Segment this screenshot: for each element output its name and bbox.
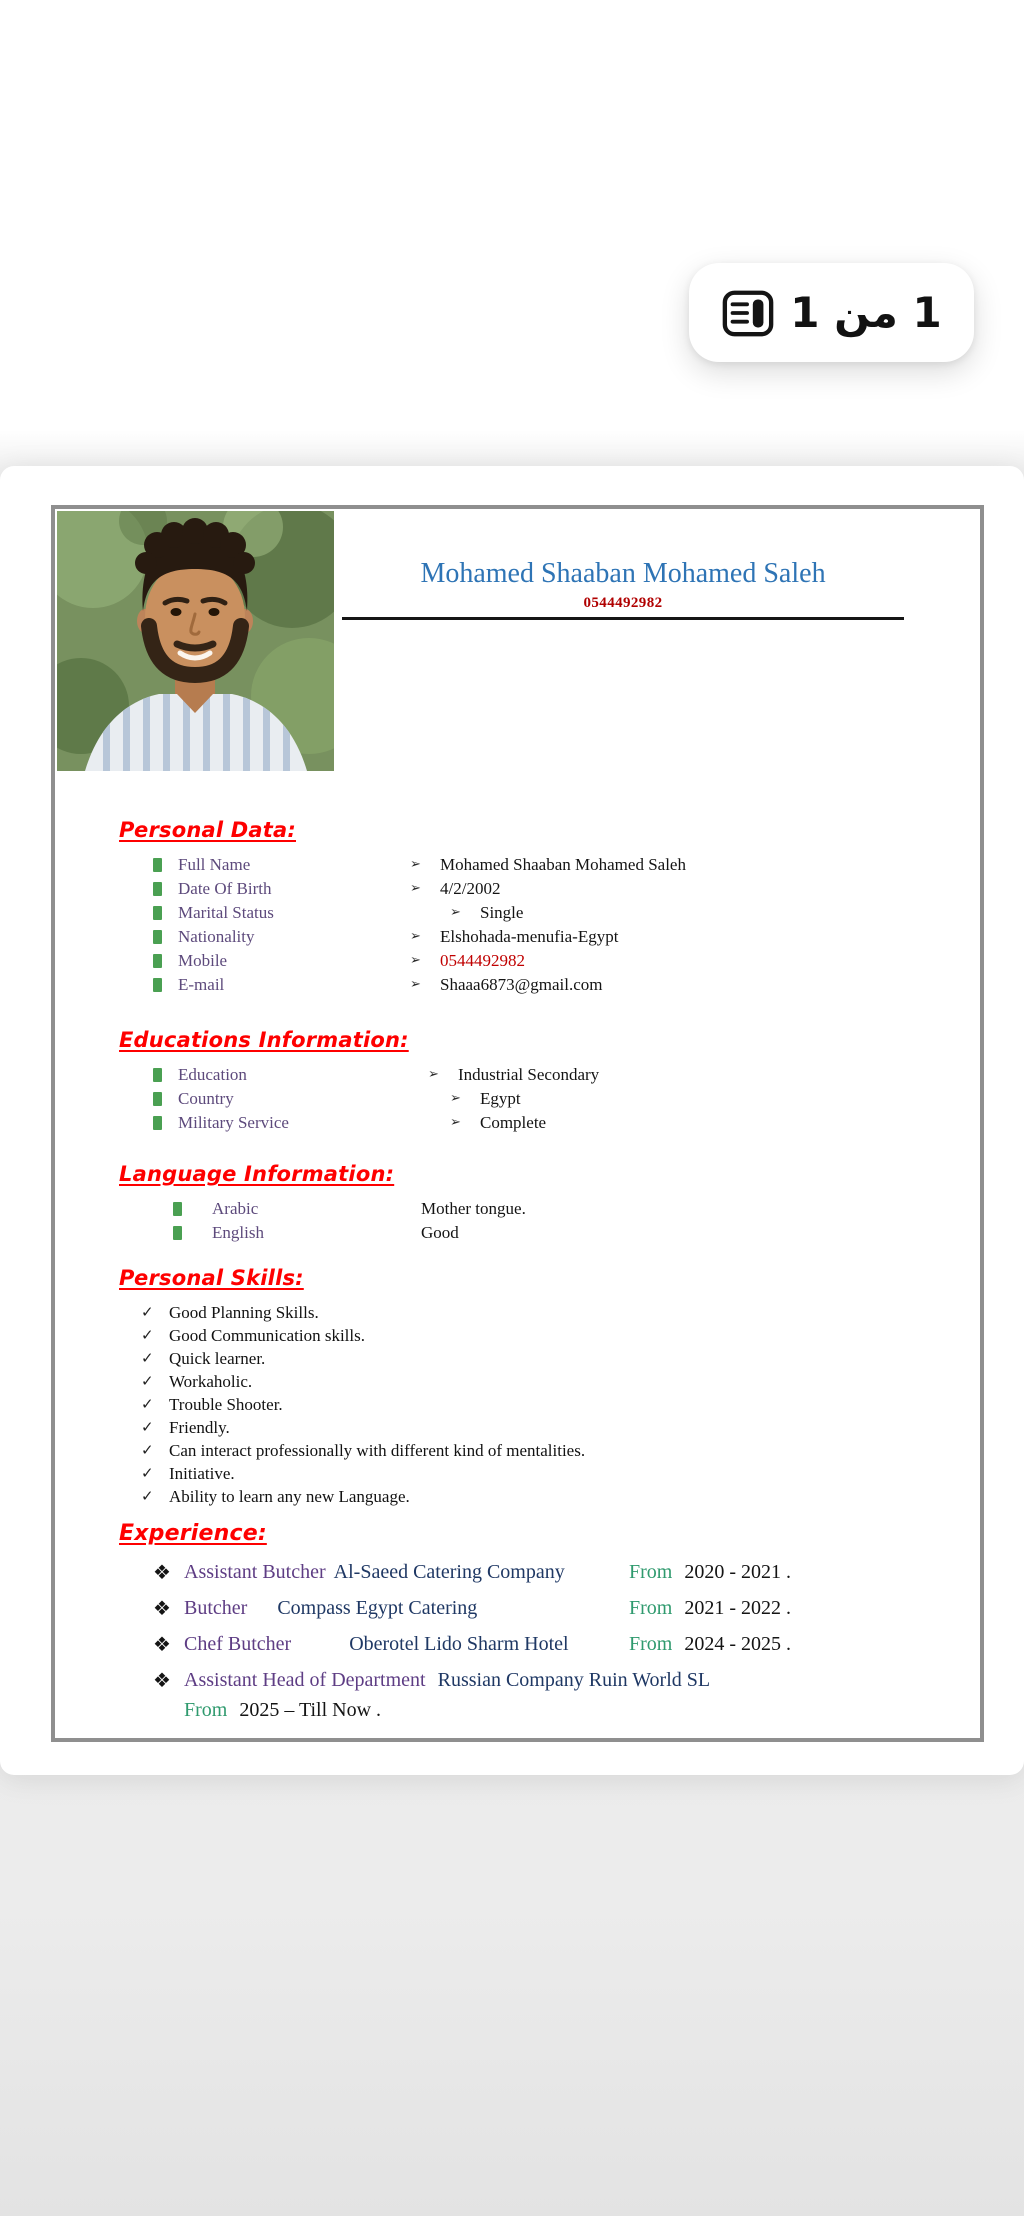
resume-card[interactable] bbox=[0, 466, 1024, 1775]
row-label: Military Service bbox=[178, 1113, 289, 1132]
row-label: Nationality bbox=[178, 927, 255, 946]
green-bar-icon bbox=[153, 1116, 162, 1130]
section-experience bbox=[55, 1520, 980, 1725]
section-heading: Educations Information: bbox=[119, 1028, 409, 1052]
green-bar-icon bbox=[173, 1226, 182, 1240]
row-value: Elshohada-menufia-Egypt bbox=[440, 927, 619, 946]
green-bar-icon bbox=[153, 858, 162, 872]
skill-item bbox=[55, 1324, 980, 1347]
header-rule bbox=[342, 617, 904, 620]
experience-item bbox=[55, 1557, 980, 1587]
data-row bbox=[55, 925, 980, 949]
experience-period: 2020 - 2021 . bbox=[684, 1561, 792, 1583]
check-icon: ✓ bbox=[141, 1464, 154, 1482]
experience-role: Butcher bbox=[184, 1597, 248, 1619]
data-row bbox=[55, 1087, 980, 1111]
section-languages bbox=[55, 1161, 980, 1245]
check-icon: ✓ bbox=[141, 1372, 154, 1390]
section-personal-data bbox=[55, 817, 980, 997]
skill-item bbox=[55, 1347, 980, 1370]
experience-company: Compass Egypt Catering bbox=[277, 1597, 478, 1619]
row-value: Mohamed Shaaban Mohamed Saleh bbox=[440, 855, 686, 874]
page-indicator-badge bbox=[689, 263, 974, 362]
skill-text: Good Planning Skills. bbox=[169, 1303, 319, 1322]
diamond-icon: ❖ bbox=[153, 1668, 171, 1692]
section-heading: Personal Skills: bbox=[119, 1266, 304, 1290]
skill-item bbox=[55, 1439, 980, 1462]
row-value: Complete bbox=[480, 1113, 547, 1132]
green-bar-icon bbox=[153, 1092, 162, 1106]
arrow-icon: ➢ bbox=[410, 929, 421, 944]
check-icon: ✓ bbox=[141, 1418, 154, 1436]
row-value: 4/2/2002 bbox=[440, 879, 501, 898]
experience-role: Chef Butcher bbox=[184, 1633, 292, 1655]
row-label: Country bbox=[178, 1089, 234, 1108]
row-label: Full Name bbox=[178, 855, 251, 874]
row-label: Date Of Birth bbox=[178, 879, 272, 898]
data-row bbox=[55, 1063, 980, 1087]
data-row bbox=[55, 901, 980, 925]
row-label: Education bbox=[178, 1065, 247, 1084]
green-bar-icon bbox=[153, 954, 162, 968]
diamond-icon: ❖ bbox=[153, 1560, 171, 1584]
skill-item bbox=[55, 1485, 980, 1508]
experience-from-label: From bbox=[629, 1561, 673, 1583]
check-icon: ✓ bbox=[141, 1487, 154, 1505]
row-value: Single bbox=[480, 903, 524, 922]
green-bar-icon bbox=[153, 882, 162, 896]
skill-text: Friendly. bbox=[169, 1418, 230, 1437]
arrow-icon: ➢ bbox=[450, 905, 461, 920]
diamond-icon: ❖ bbox=[153, 1632, 171, 1656]
data-row bbox=[55, 853, 980, 877]
row-label: Mobile bbox=[178, 951, 228, 970]
arrow-icon: ➢ bbox=[450, 1115, 461, 1130]
data-row bbox=[55, 1221, 980, 1245]
experience-from-label: From bbox=[629, 1597, 673, 1619]
resume-name: Mohamed Shaaban Mohamed Saleh bbox=[420, 558, 826, 589]
skill-item bbox=[55, 1416, 980, 1439]
green-bar-icon bbox=[173, 1202, 182, 1216]
check-icon: ✓ bbox=[141, 1441, 154, 1459]
experience-item bbox=[55, 1593, 980, 1623]
green-bar-icon bbox=[153, 930, 162, 944]
data-row bbox=[55, 877, 980, 901]
skill-text: Ability to learn any new Language. bbox=[169, 1487, 410, 1506]
experience-role: Assistant Head of Department bbox=[184, 1669, 426, 1691]
section-heading: Personal Data: bbox=[119, 818, 296, 842]
skill-text: Good Communication skills. bbox=[169, 1326, 365, 1345]
page-indicator-text: 1 من 1 bbox=[790, 287, 942, 337]
resume-header bbox=[342, 557, 904, 620]
check-icon: ✓ bbox=[141, 1349, 154, 1367]
experience-item bbox=[55, 1665, 980, 1725]
data-row bbox=[55, 949, 980, 973]
skill-text: Quick learner. bbox=[169, 1349, 266, 1368]
experience-period: 2025 – Till Now . bbox=[239, 1699, 382, 1721]
experience-period: 2021 - 2022 . bbox=[684, 1597, 792, 1619]
experience-period: 2024 - 2025 . bbox=[684, 1633, 792, 1655]
row-value: Shaaa6873@gmail.com bbox=[440, 975, 603, 994]
experience-company: Al-Saeed Catering Company bbox=[333, 1561, 565, 1583]
row-value: Industrial Secondary bbox=[458, 1065, 600, 1084]
row-value: 0544492982 bbox=[440, 951, 525, 970]
row-value: Good bbox=[421, 1223, 459, 1242]
check-icon: ✓ bbox=[141, 1326, 154, 1344]
arrow-icon: ➢ bbox=[450, 1091, 461, 1106]
resume-body bbox=[55, 817, 980, 1731]
green-bar-icon bbox=[153, 1068, 162, 1082]
section-heading: Language Information: bbox=[119, 1162, 395, 1186]
skill-item bbox=[55, 1462, 980, 1485]
row-value: Egypt bbox=[480, 1089, 521, 1108]
section-heading: Experience: bbox=[119, 1521, 267, 1546]
section-skills bbox=[55, 1265, 980, 1508]
experience-from-label: From bbox=[629, 1633, 673, 1655]
skill-item bbox=[55, 1370, 980, 1393]
experience-company: Russian Company Ruin World SL bbox=[437, 1669, 711, 1691]
skill-item bbox=[55, 1301, 980, 1324]
experience-item bbox=[55, 1629, 980, 1659]
green-bar-icon bbox=[153, 978, 162, 992]
reader-icon bbox=[721, 286, 775, 340]
data-row bbox=[55, 1111, 980, 1135]
resume-page bbox=[51, 505, 984, 1742]
green-bar-icon bbox=[153, 906, 162, 920]
row-label: E-mail bbox=[178, 975, 225, 994]
experience-from-label: From bbox=[184, 1699, 228, 1721]
skill-text: Workaholic. bbox=[169, 1372, 253, 1391]
section-educations bbox=[55, 1027, 980, 1135]
resume-phone: 0544492982 bbox=[583, 595, 663, 611]
diamond-icon: ❖ bbox=[153, 1596, 171, 1620]
check-icon: ✓ bbox=[141, 1395, 154, 1413]
arrow-icon: ➢ bbox=[410, 953, 421, 968]
skill-text: Initiative. bbox=[169, 1464, 235, 1483]
row-label: Arabic bbox=[212, 1199, 259, 1218]
row-label: English bbox=[212, 1223, 264, 1242]
skill-item bbox=[55, 1393, 980, 1416]
arrow-icon: ➢ bbox=[410, 881, 421, 896]
data-row bbox=[55, 973, 980, 997]
check-icon: ✓ bbox=[141, 1303, 154, 1321]
row-label: Marital Status bbox=[178, 903, 274, 922]
row-value: Mother tongue. bbox=[421, 1199, 526, 1218]
skill-text: Can interact professionally with different kind of mentalities. bbox=[169, 1441, 586, 1460]
experience-company: Oberotel Lido Sharm Hotel bbox=[349, 1633, 569, 1655]
arrow-icon: ➢ bbox=[410, 977, 421, 992]
skill-text: Trouble Shooter. bbox=[169, 1395, 283, 1414]
portrait-photo bbox=[57, 511, 334, 771]
data-row bbox=[55, 1197, 980, 1221]
arrow-icon: ➢ bbox=[428, 1067, 439, 1082]
arrow-icon: ➢ bbox=[410, 857, 421, 872]
experience-role: Assistant Butcher bbox=[184, 1561, 326, 1583]
